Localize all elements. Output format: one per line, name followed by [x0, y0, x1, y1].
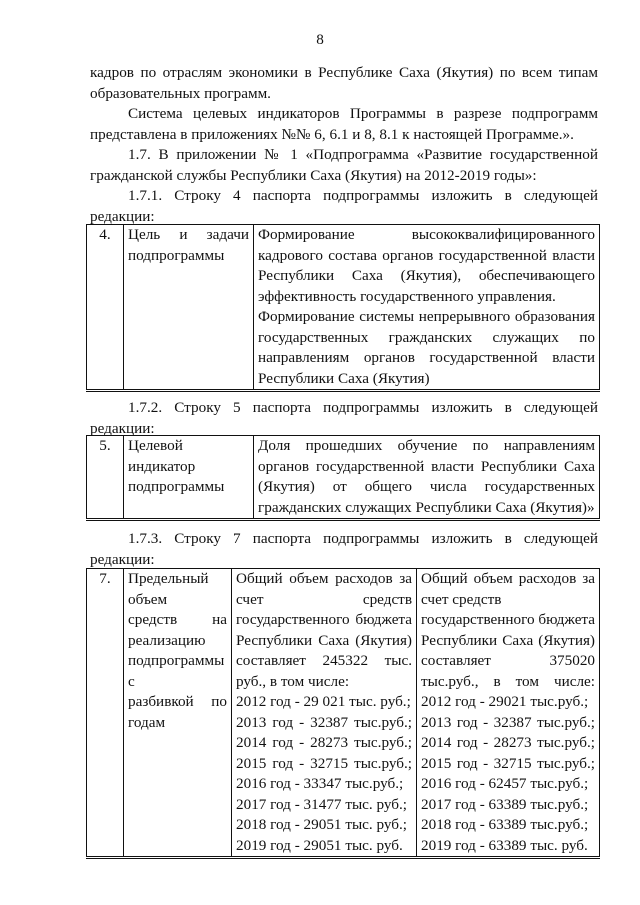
funding-year-line: 2016 год - 62457 тыс.руб.;: [421, 775, 589, 792]
intro-p2-line1: Система целевых индикаторов Программы в разрезе подпрограмм: [128, 105, 598, 122]
row-label-word: и: [179, 226, 188, 243]
content-line: государственных гражданских служащих по: [258, 328, 595, 346]
table-row: [87, 569, 600, 858]
funding-line: [421, 651, 595, 672]
funding-line: государственного бюджета: [236, 611, 412, 628]
row-label-line: Предельный: [128, 570, 209, 587]
content-line: кадрового состава органов государственной власти: [258, 246, 595, 264]
funding-new-column: [417, 569, 600, 858]
section-1-7-1: [90, 186, 598, 227]
row-label-line: подпрограммы: [128, 478, 225, 495]
row-label-word: на: [212, 611, 227, 628]
funding-line: Общий объем расходов за: [421, 570, 595, 587]
funding-old-column: [232, 569, 417, 858]
funding-line: Республики Саха (Якутия): [236, 631, 412, 649]
page-number: 8: [316, 31, 324, 48]
row-label-line1: [128, 225, 249, 246]
funding-line: руб., в том числе:: [236, 672, 350, 690]
funding-line: Республики Саха (Якутия): [421, 631, 595, 649]
row-number: 4.: [87, 225, 124, 391]
funding-line: тыс.руб., в том числе:: [421, 672, 595, 690]
funding-year-line: 2014 год - 28273 тыс.руб.;: [421, 734, 595, 751]
row-label-line: объем: [128, 590, 168, 608]
funding-year-line: 2013 год - 32387 тыс.руб.;: [236, 713, 412, 731]
section-1-7-3-line2: редакции:: [90, 550, 155, 568]
content-line: Доля прошедших обучение по направлениям: [258, 437, 595, 454]
table-row-7: [86, 568, 600, 859]
row-number: 7.: [87, 569, 124, 858]
intro-p1-line1: кадров по отраслям экономики в Республике Саха (Якутия) по всем типам: [90, 64, 598, 81]
content-line: эффективность государственного управления.: [258, 287, 556, 305]
intro-p3-line1: 1.7. В приложении № 1 «Подпрограмма «Развитие государственной: [128, 146, 598, 163]
section-1-7-1-line1: 1.7.1. Строку 4 паспорта подпрограммы изложить в следующей: [128, 187, 598, 204]
table-row-5: [86, 435, 600, 521]
row-label-word: разбивкой: [128, 693, 194, 710]
row-label-word: Цель: [128, 226, 161, 243]
row-label-word: задачи: [206, 226, 249, 243]
row-label-line: Целевой: [128, 437, 183, 454]
intro-p3-line2: гражданской службы Республики Саха (Якутия) на 2012-2019 годы»:: [90, 166, 537, 184]
content-line: Формирование высококвалифицированного: [258, 226, 595, 243]
funding-word: составляет: [421, 652, 491, 669]
funding-word: средств: [362, 590, 412, 608]
row-content-indicator: [254, 436, 600, 520]
funding-year-line: 2019 год - 29051 тыс. руб.: [236, 836, 403, 854]
row-label-line2: подпрограммы: [128, 246, 225, 264]
content-line: органов государственной власти Республики Саха: [258, 457, 595, 475]
row-label-line: [128, 692, 227, 713]
row-label-line: реализацию: [128, 631, 206, 649]
funding-year-line: 2016 год - 33347 тыс.руб.;: [236, 775, 404, 792]
section-1-7-2-line1: 1.7.2. Строку 5 паспорта подпрограммы изложить в следующей: [128, 399, 598, 416]
row-label-funding: [124, 569, 232, 858]
funding-word: 375020: [549, 652, 595, 669]
table-row-4: [86, 224, 600, 392]
row-label-line: [128, 610, 227, 631]
table-row: [87, 436, 600, 520]
funding-year-line: 2012 год - 29 021 тыс. руб.;: [236, 693, 411, 710]
funding-year-line: 2017 год - 31477 тыс. руб.;: [236, 795, 408, 813]
row-label-word: средств: [128, 611, 178, 628]
funding-year-line: 2018 год - 29051 тыс. руб.;: [236, 816, 408, 833]
row-content-goals: [254, 225, 600, 391]
intro-paragraph-3: [90, 145, 598, 186]
funding-word: счет: [236, 590, 264, 608]
funding-year-line: 2019 год - 63389 тыс. руб.: [421, 836, 588, 854]
row-label-line: годам: [128, 713, 166, 731]
funding-year-line: 2017 год - 63389 тыс.руб.;: [421, 795, 589, 813]
funding-year-line: 2013 год - 32387 тыс.руб.;: [421, 713, 595, 731]
section-1-7-1-line2: редакции:: [90, 207, 155, 225]
section-1-7-2: [90, 398, 598, 439]
row-label-indicator: [124, 436, 254, 520]
row-label-goals: [124, 225, 254, 391]
intro-p2-line2: представлена в приложениях №№ 6, 6.1 и 8, 8.1 к настоящей Программе.».: [90, 125, 574, 143]
funding-line: составляет 245322 тыс.: [236, 652, 412, 669]
content-line: гражданских служащих Республики Саха (Якутия)»: [258, 498, 595, 516]
funding-line: Общий объем расходов за: [236, 570, 412, 587]
intro-p1-line2: образовательных программ.: [90, 84, 271, 102]
funding-line: государственного бюджета: [421, 611, 595, 628]
section-1-7-2-line2: редакции:: [90, 419, 155, 437]
intro-paragraph-2: [90, 104, 598, 145]
funding-year-line: 2015 год - 32715 тыс.руб.;: [421, 754, 595, 772]
content-line: направлениям органов государственной власти: [258, 349, 595, 366]
content-line: (Якутия) от общего числа государственных: [258, 478, 595, 495]
content-line: Республики Саха (Якутия): [258, 369, 430, 387]
row-label-line: индикатор: [128, 457, 196, 475]
row-label-line: подпрограммы с: [128, 652, 225, 690]
funding-line: счет средств: [421, 590, 502, 608]
intro-paragraph-1: [90, 63, 598, 104]
funding-year-line: 2018 год - 63389 тыс.руб.;: [421, 816, 589, 833]
funding-year-line: 2012 год - 29021 тыс.руб.;: [421, 693, 589, 710]
funding-line: [236, 590, 412, 611]
content-line: Республики Саха (Якутия), обеспечивающего: [258, 267, 595, 284]
row-number: 5.: [87, 436, 124, 520]
section-1-7-3: [90, 529, 598, 570]
content-line: Формирование системы непрерывного образования: [258, 308, 595, 325]
funding-year-line: 2015 год - 32715 тыс.руб.;: [236, 754, 412, 772]
table-row: [87, 225, 600, 391]
section-1-7-3-line1: 1.7.3. Строку 7 паспорта подпрограммы изложить в следующей: [128, 530, 598, 547]
row-label-word: по: [211, 693, 227, 710]
funding-year-line: 2014 год - 28273 тыс.руб.;: [236, 734, 412, 751]
